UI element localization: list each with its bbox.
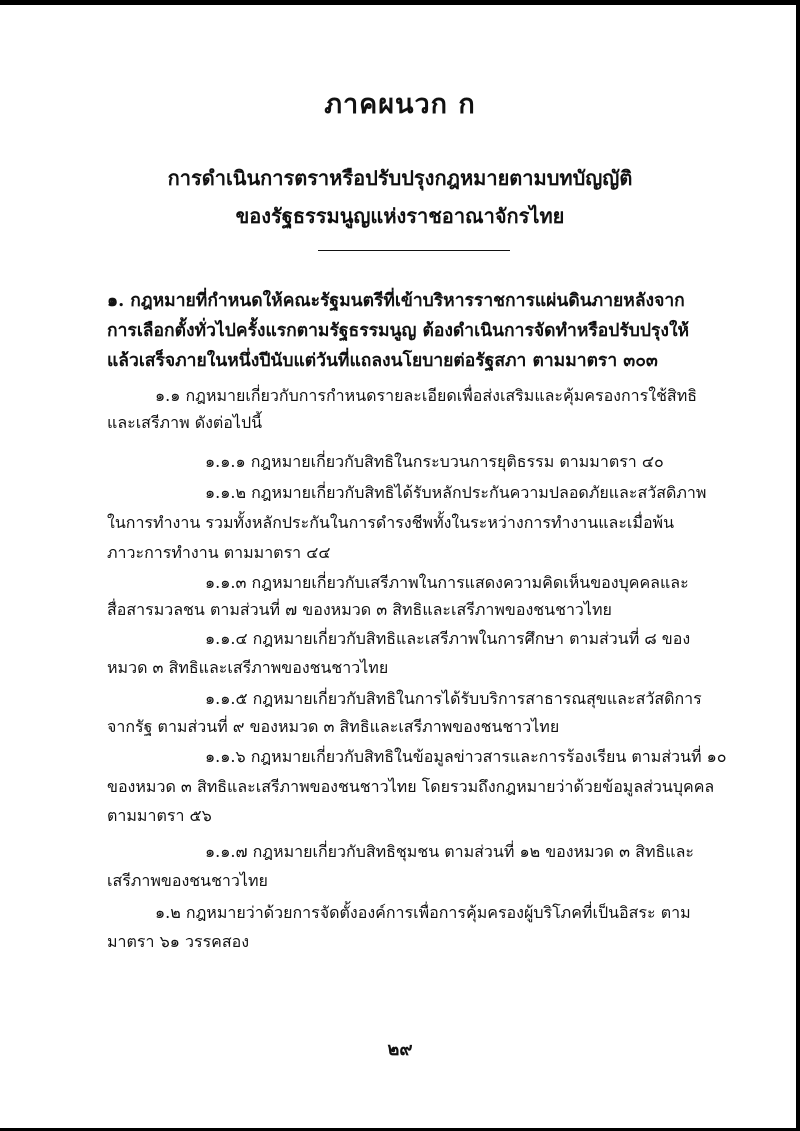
item-1-1-6-line-3: ตามมาตรา ๕๖ (107, 806, 212, 825)
item-1-1-2-heading: ๑.๑.๒ กฎหมายเกี่ยวกับสิทธิได้รับหลักประกันความปลอดภัยและสวัสดิภาพ (205, 483, 707, 502)
scan-edge-top (0, 0, 800, 5)
item-1-1-2-line-2: ในการทำงาน รวมทั้งหลักประกันในการดำรงชีพทั้งในระหว่างการทำงานและเมื่อพ้น (107, 513, 675, 532)
item-1-1-7-line-2: เสรีภาพของชนชาวไทย (107, 871, 268, 890)
item-1-2-line-2: มาตรา ๖๑ วรรคสอง (107, 932, 250, 951)
item-1-1-line-2: และเสรีภาพ ดังต่อไปนี้ (107, 413, 263, 432)
item-1-2-heading: ๑.๒ กฎหมายว่าด้วยการจัดตั้งองค์การเพื่อการคุ้มครองผู้บริโภคที่เป็นอิสระ ตาม (155, 903, 691, 922)
subtitle-line-1: การดำเนินการตราหรือปรับปรุงกฎหมายตามบทบัญญัติ (167, 166, 633, 190)
section-1-heading: ๑. กฎหมายที่กำหนดให้คณะรัฐมนตรีที่เข้าบริหารราชการแผ่นดินภายหลังจาก (107, 291, 685, 311)
title-divider (318, 250, 510, 251)
item-1-1-3-heading: ๑.๑.๓ กฎหมายเกี่ยวกับเสรีภาพในการแสดงความคิดเห็นของบุคคลและ (205, 573, 689, 592)
item-1-1-5-line-2: จากรัฐ ตามส่วนที่ ๙ ของหมวด ๓ สิทธิและเสรีภาพของชนชาวไทย (107, 717, 560, 736)
item-1-1-heading: ๑.๑ กฎหมายเกี่ยวกับการกำหนดรายละเอียดเพื่อส่งเสริมและคุ้มครองการใช้สิทธิ (155, 386, 698, 405)
item-1-1-2-line-3: ภาวะการทำงาน ตามมาตรา ๔๔ (107, 543, 331, 562)
item-1-1-7-heading: ๑.๑.๗ กฎหมายเกี่ยวกับสิทธิชุมชน ตามส่วนที่ ๑๒ ของหมวด ๓ สิทธิและ (205, 842, 694, 861)
item-1-1-6-line-2: ของหมวด ๓ สิทธิและเสรีภาพของชนชาวไทย โดยรวมถึงกฎหมายว่าด้วยข้อมูลส่วนบุคคล (107, 777, 715, 796)
item-1-1-3-line-2: สื่อสารมวลชน ตามส่วนที่ ๗ ของหมวด ๓ สิทธิและเสรีภาพของชนชาวไทย (107, 600, 612, 619)
page-number: ๒๙ (387, 1039, 413, 1060)
section-1-line-2: การเลือกตั้งทั่วไปครั้งแรกตามรัฐธรรมนูญ ต้องดำเนินการจัดทำหรือปรับปรุงให้ (107, 321, 690, 341)
item-1-1-1: ๑.๑.๑ กฎหมายเกี่ยวกับสิทธิในกระบวนการยุติธรรม ตามมาตรา ๔๐ (205, 452, 664, 471)
subtitle-line-2: ของรัฐธรรมนูญแห่งราชอาณาจักรไทย (235, 204, 565, 228)
item-1-1-4-heading: ๑.๑.๔ กฎหมายเกี่ยวกับสิทธิและเสรีภาพในการศึกษา ตามส่วนที่ ๘ ของ (205, 629, 691, 648)
item-1-1-4-line-2: หมวด ๓ สิทธิและเสรีภาพของชนชาวไทย (107, 658, 389, 677)
page-title: ภาคผนวก ก (324, 89, 476, 120)
item-1-1-5-heading: ๑.๑.๕ กฎหมายเกี่ยวกับสิทธิในการได้รับบริการสาธารณสุขและสวัสดิการ (205, 689, 702, 708)
section-1-line-3: แล้วเสร็จภายในหนึ่งปีนับแต่วันที่แถลงนโยบายต่อรัฐสภา ตามมาตรา ๓๐๓ (107, 351, 658, 371)
item-1-1-6-heading: ๑.๑.๖ กฎหมายเกี่ยวกับสิทธิในข้อมูลข่าวสารและการร้องเรียน ตามส่วนที่ ๑๐ (205, 747, 727, 766)
